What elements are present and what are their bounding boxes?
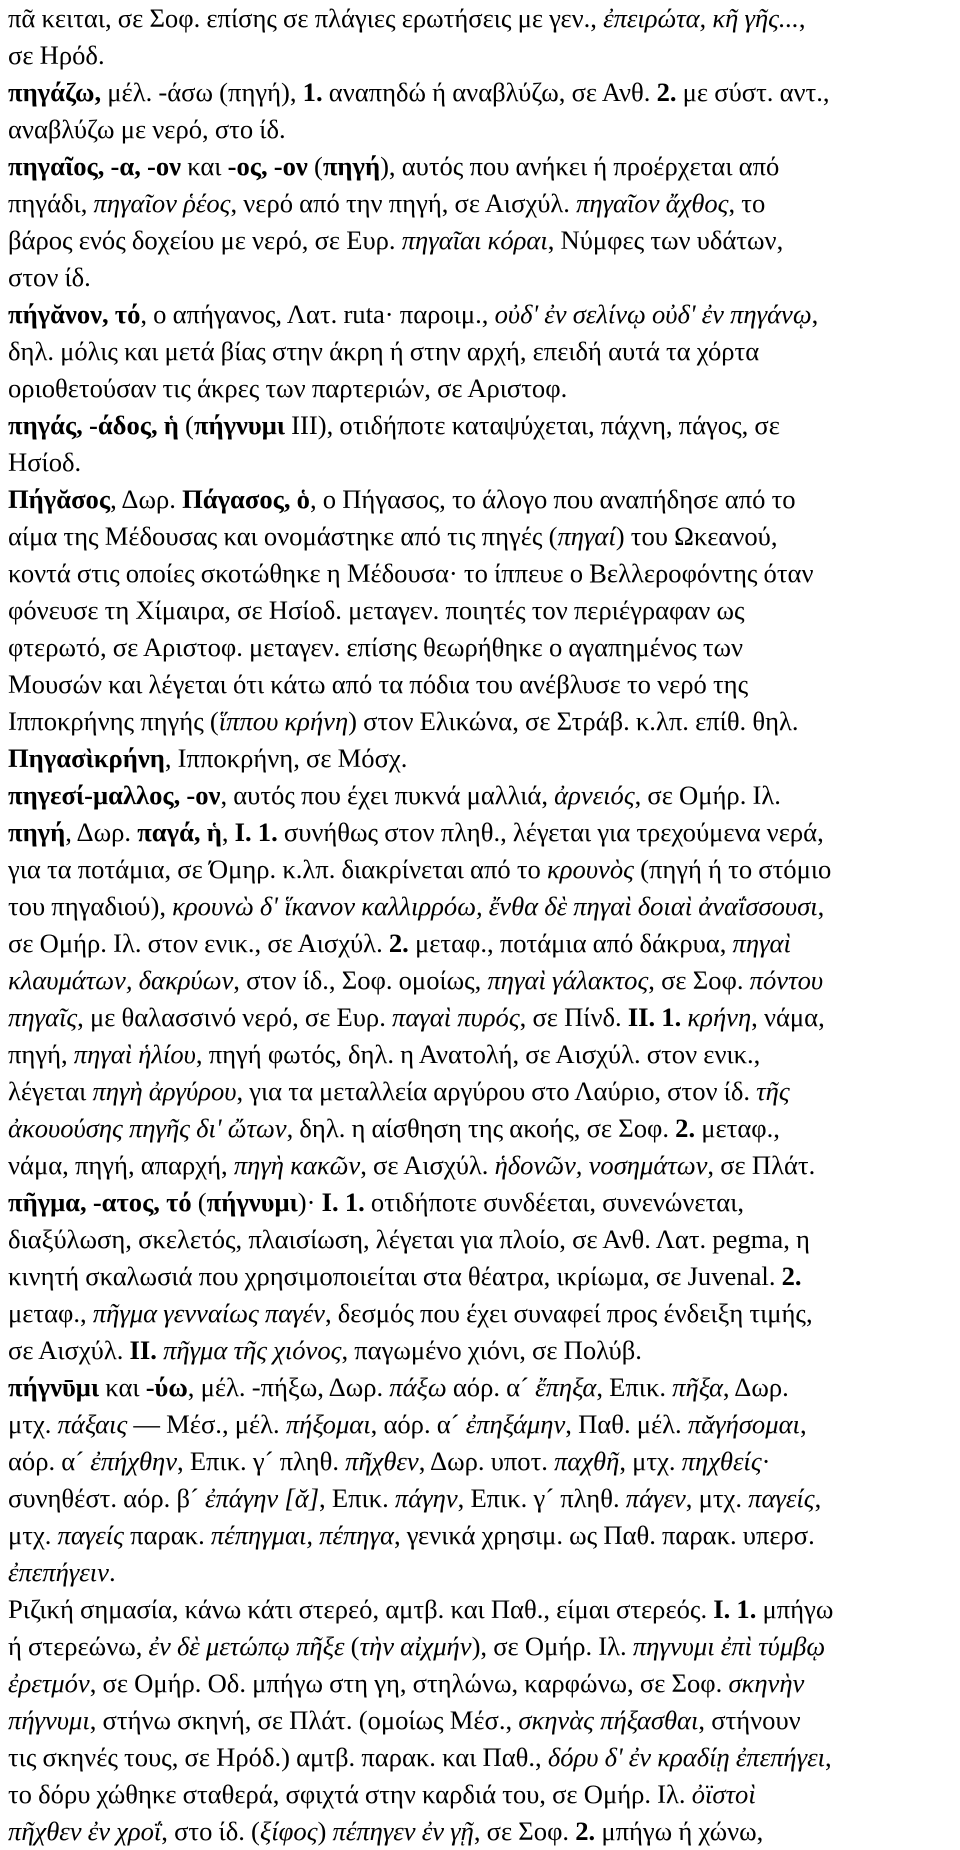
- definition-text: διαξύλωση, σκελετός, πλαισίωση, λέγεται για πλοίο, σε Ανθ. Λατ. pegma, η: [8, 1224, 810, 1254]
- quotation-text: πήγνυμι: [8, 1705, 90, 1735]
- definition-text: το δόρυ χώθηκε σταθερά, σφιχτά στην καρδιά του, σε Ομήρ. Ιλ.: [8, 1779, 692, 1809]
- definition-text: τις σκηνές τους, σε Ηρόδ.) αμτβ. παρακ. και Παθ.,: [8, 1742, 548, 1772]
- text-line: [8, 296, 952, 333]
- definition-text: μπήγω: [756, 1594, 834, 1624]
- definition-text: Ιπποκρήνης πηγής (: [8, 706, 219, 736]
- definition-text: σε Αισχύλ.: [8, 1335, 130, 1365]
- definition-text: , ο απήγανος, Λατ. ruta· παροιμ.,: [140, 299, 495, 329]
- definition-text: πᾶ κειται, σε Σοφ. επίσης σε πλάγιες ερωτήσεις με γεν.,: [8, 3, 604, 33]
- definition-text: δηλ. μόλις και μετά βίας στην άκρη ή στην αρχή, επειδή αυτά τα χόρτα: [8, 336, 760, 366]
- definition-text: ,: [221, 817, 235, 847]
- quotation-text: ὀϊστοὶ: [691, 1779, 756, 1809]
- text-line: [8, 851, 952, 888]
- text-line: [8, 74, 952, 111]
- definition-text: στον ίδ.: [8, 262, 91, 292]
- definition-text: μέλ. -άσω (πηγή),: [101, 77, 303, 107]
- headword-text: Πηγασὶκρήνη: [8, 743, 165, 773]
- definition-text: αναβλύζω με νερό, στο ίδ.: [8, 114, 286, 144]
- quotation-text: πηγαὶ γάλακτος: [487, 965, 649, 995]
- headword-text: πηγάζω,: [8, 77, 102, 107]
- text-line: [8, 1147, 952, 1184]
- definition-text: πηγάδι,: [8, 188, 94, 218]
- quotation-text: πάγεν: [625, 1483, 686, 1513]
- definition-text: νάμα, πηγή, απαρχή,: [8, 1150, 234, 1180]
- definition-text: (: [178, 410, 194, 440]
- headword-text: πηγή: [322, 151, 381, 181]
- definition-text: αόρ. α´: [446, 1372, 536, 1402]
- text-line: [8, 481, 952, 518]
- definition-text: ,: [814, 1483, 822, 1513]
- quotation-text: πήξομαι: [285, 1409, 371, 1439]
- definition-text: , νάμα,: [751, 1002, 825, 1032]
- quotation-text: πηγαῖαι κόραι: [401, 225, 548, 255]
- definition-text: μεταφ., ποτάμια από δάκρυα,: [408, 928, 733, 958]
- definition-text: ) του Ωκεανού,: [615, 521, 778, 551]
- text-line: [8, 1739, 952, 1776]
- definition-text: (: [307, 151, 323, 181]
- quotation-text: πηγαῖς: [8, 1002, 78, 1032]
- text-line: [8, 962, 952, 999]
- text-line: [8, 444, 952, 481]
- headword-text: 1.: [302, 77, 323, 107]
- text-line: [8, 1591, 952, 1628]
- text-line: [8, 814, 952, 851]
- quotation-text: πάγην: [394, 1483, 458, 1513]
- text-line: [8, 1036, 952, 1073]
- headword-text: -ος, -ον: [227, 151, 308, 181]
- text-line: [8, 1554, 952, 1591]
- text-line: [8, 1073, 952, 1110]
- quotation-text: πέπηγμαι, πέπηγα: [210, 1520, 394, 1550]
- definition-text: ,: [799, 1409, 807, 1439]
- definition-text: ,: [817, 891, 825, 921]
- headword-text: 2.: [781, 1261, 802, 1291]
- definition-text: .: [108, 1557, 116, 1587]
- definition-text: , ο Πήγασος, το άλογο που αναπήδησε από το: [309, 484, 796, 514]
- quotation-text: ἡδονῶν, νοσημάτων: [494, 1150, 708, 1180]
- definition-text: , Δωρ.: [110, 484, 183, 514]
- text-line: [8, 111, 952, 148]
- definition-text: , νερό από την πηγή, σε Αισχύλ.: [230, 188, 577, 218]
- text-line: [8, 1517, 952, 1554]
- definition-text: συνήθως στον πληθ., λέγεται για τρεχούμενα νερά,: [277, 817, 824, 847]
- definition-text: , μέλ. -πήξω, Δωρ.: [187, 1372, 390, 1402]
- definition-text: μτχ.: [8, 1409, 58, 1439]
- quotation-text: σκηνὰς πήξασθαι: [518, 1705, 699, 1735]
- definition-text: (πηγή ή το στόμιο: [633, 854, 832, 884]
- definition-text: αναπηδώ ή αναβλύζω, σε Ανθ.: [322, 77, 657, 107]
- definition-text: , παγωμένο χιόνι, σε Πολύβ.: [341, 1335, 642, 1365]
- definition-text: , σε Ομήρ. Ιλ.: [634, 780, 781, 810]
- quotation-text: σκηνὴν: [728, 1668, 805, 1698]
- headword-text: 2.: [675, 1113, 696, 1143]
- definition-text: III), οτιδήποτε καταψύχεται, πάχνη, πάγος, σε: [285, 410, 780, 440]
- quotation-text: πηγὴ ἀργύρου: [92, 1076, 237, 1106]
- quotation-text: κρουνὸς: [547, 854, 634, 884]
- definition-text: , αυτός που έχει πυκνά μαλλιά,: [220, 780, 555, 810]
- text-line: [8, 888, 952, 925]
- text-line: [8, 1776, 952, 1813]
- definition-text: ), αυτός που ανήκει ή προέρχεται από: [380, 151, 780, 181]
- quotation-text: ἵππου κρήνη: [218, 706, 349, 736]
- definition-text: ,: [811, 299, 819, 329]
- text-line: [8, 703, 952, 740]
- definition-text: , με θαλασσινό νερό, σε Ευρ.: [77, 1002, 392, 1032]
- quotation-text: πῆχθεν: [345, 1446, 419, 1476]
- text-line: [8, 1628, 952, 1665]
- definition-text: , Επικ.: [596, 1372, 673, 1402]
- text-line: [8, 1184, 952, 1221]
- text-line: [8, 148, 952, 185]
- definition-text: , σε Σοφ.: [648, 965, 750, 995]
- definition-text: , σε Πίνδ.: [519, 1002, 628, 1032]
- definition-text: μεταφ.,: [8, 1298, 93, 1328]
- definition-text: , Επικ. γ´ πληθ.: [177, 1446, 346, 1476]
- definition-text: — Μέσ., μέλ.: [127, 1409, 286, 1439]
- quotation-text: ἐρετμόν: [8, 1668, 90, 1698]
- definition-text: , μτχ.: [685, 1483, 749, 1513]
- quotation-text: πῆγμα γενναίως παγέν: [92, 1298, 325, 1328]
- headword-text: I. 1.: [234, 817, 278, 847]
- definition-text: , αόρ. α´: [370, 1409, 466, 1439]
- definition-text: (: [191, 1187, 207, 1217]
- text-line: [8, 740, 952, 777]
- text-line: [8, 925, 952, 962]
- definition-text: , Επικ. γ´ πληθ.: [457, 1483, 626, 1513]
- quotation-text: τὴν αἰχμήν: [359, 1631, 472, 1661]
- definition-text: σε Ομήρ. Ιλ. στον ενικ., σε Αισχύλ.: [8, 928, 389, 958]
- definition-text: , στήνω σκηνή, σε Πλάτ. (ομοίως Μέσ.,: [89, 1705, 519, 1735]
- definition-text: , σε Σοφ.: [473, 1816, 576, 1846]
- definition-text: ή στερεώνω,: [8, 1631, 149, 1661]
- definition-text: μεταφ.,: [695, 1113, 780, 1143]
- text-line: [8, 0, 952, 37]
- quotation-text: ἐπήχθην: [90, 1446, 178, 1476]
- definition-text: μπήγω ή χώνω,: [595, 1816, 764, 1846]
- text-line: [8, 222, 952, 259]
- quotation-text: ἀκουούσης πηγῆς δι' ὤτων: [8, 1113, 287, 1143]
- definition-text: , δεσμός που έχει συναφεί προς ένδειξη τιμής,: [324, 1298, 813, 1328]
- quotation-text: ἀρνειός: [554, 780, 635, 810]
- definition-text: λέγεται: [8, 1076, 93, 1106]
- definition-text: , Δωρ.: [722, 1372, 789, 1402]
- text-line: [8, 259, 952, 296]
- quotation-text: πηγαὶ ἡλίου: [73, 1039, 196, 1069]
- text-line: [8, 666, 952, 703]
- text-line: [8, 1406, 952, 1443]
- quotation-text: πηχθείς: [681, 1446, 762, 1476]
- text-line: [8, 1665, 952, 1702]
- text-line: [8, 555, 952, 592]
- headword-text: πῆγμα, -ατος, τό: [8, 1187, 192, 1217]
- text-line: [8, 37, 952, 74]
- headword-text: πήγνῡμι: [8, 1372, 100, 1402]
- definition-text: και: [99, 1372, 146, 1402]
- definition-text: , γενικά χρησιμ. ως Παθ. παρακ. υπερσ.: [393, 1520, 815, 1550]
- quotation-text: παγείς: [748, 1483, 815, 1513]
- text-line: [8, 1443, 952, 1480]
- quotation-text: τῆς: [756, 1076, 790, 1106]
- headword-text: πήγᾰνον, τό: [8, 299, 141, 329]
- text-line: [8, 370, 952, 407]
- definition-text: , Παθ. μέλ.: [565, 1409, 688, 1439]
- quotation-text: κλαυμάτων, δακρύων: [8, 965, 234, 995]
- text-line: [8, 333, 952, 370]
- definition-text: , για τα μεταλλεία αργύρου στο Λαύριο, στον ίδ.: [236, 1076, 757, 1106]
- quotation-text: πῆγμα τῆς χιόνος: [163, 1335, 342, 1365]
- quotation-text: παγείς: [57, 1520, 124, 1550]
- quotation-text: πάξω: [389, 1372, 447, 1402]
- definition-text: Μουσών και λέγεται ότι κάτω από τα πόδια του ανέβλυσε το νερό της: [8, 669, 749, 699]
- text-line: [8, 1110, 952, 1147]
- headword-text: 2.: [656, 77, 677, 107]
- definition-text: για τα ποτάμια, σε Όμηρ. κ.λπ. διακρίνεται από το: [8, 854, 547, 884]
- quotation-text: πόντου: [749, 965, 824, 995]
- text-line: [8, 407, 952, 444]
- headword-text: 2.: [575, 1816, 596, 1846]
- definition-text: ·: [761, 1446, 771, 1476]
- text-line: [8, 592, 952, 629]
- text-line: [8, 518, 952, 555]
- text-line: [8, 1332, 952, 1369]
- definition-text: , στήνουν: [698, 1705, 801, 1735]
- definition-text: ,: [824, 1742, 832, 1772]
- definition-text: πηγή,: [8, 1039, 74, 1069]
- quotation-text: οὐδ' ἐν σελίνῳ οὐδ' ἐν πηγάνῳ: [494, 299, 812, 329]
- definition-text: κινητή σκαλωσιά που χρησιμοποιείται στα θέατρα, ικρίωμα, σε Juvenal.: [8, 1261, 782, 1291]
- headword-text: II.: [129, 1335, 157, 1365]
- headword-text: I. 1.: [321, 1187, 365, 1217]
- text-line: [8, 629, 952, 666]
- headword-text: II. 1.: [627, 1002, 682, 1032]
- headword-text: πηγαῖος, -α, -ον: [8, 151, 182, 181]
- definition-text: , Δωρ.: [65, 817, 138, 847]
- definition-text: Ριζική σημασία, κάνω κάτι στερεό, αμτβ. και Παθ., είμαι στερεός.: [8, 1594, 714, 1624]
- definition-text: , πηγή φωτός, δηλ. η Ανατολή, σε Αισχύλ. στον ενικ.,: [195, 1039, 761, 1069]
- quotation-text: ἐπάγην [ᾰ]: [205, 1483, 320, 1513]
- quotation-text: ἐν δὲ μετώπῳ πῆξε: [148, 1631, 345, 1661]
- headword-text: Πήγᾰσος: [8, 484, 111, 514]
- text-line: [8, 185, 952, 222]
- quotation-text: πῆχθεν ἐν χροΐ: [8, 1816, 162, 1846]
- definition-text: (: [344, 1631, 360, 1661]
- headword-text: -ύω: [145, 1372, 188, 1402]
- definition-text: οτιδήποτε συνδέεται, συνενώνεται,: [364, 1187, 745, 1217]
- text-line: [8, 999, 952, 1036]
- definition-text: βάρος ενός δοχείου με νερό, σε Ευρ.: [8, 225, 402, 255]
- headword-text: πήγνυμι: [193, 410, 286, 440]
- definition-text: , μτχ.: [619, 1446, 682, 1476]
- quotation-text: πηγαῖον ἄχθος: [576, 188, 729, 218]
- quotation-text: ἐπηξάμην: [465, 1409, 566, 1439]
- definition-text: , σε Αισχύλ.: [360, 1150, 495, 1180]
- quotation-text: ἐπεπήγειν: [8, 1557, 109, 1587]
- quotation-text: πηγαί: [557, 521, 616, 551]
- headword-text: πηγεσί-μαλλος, -ον: [8, 780, 221, 810]
- quotation-text: πῆξα: [672, 1372, 723, 1402]
- quotation-text: πέπηγεν ἐν γῇ: [332, 1816, 474, 1846]
- quotation-text: παγαὶ πυρός: [392, 1002, 520, 1032]
- quotation-text: ξίφος: [259, 1816, 318, 1846]
- quotation-text: παχθῆ: [554, 1446, 620, 1476]
- definition-text: ) στον Ελικώνα, σε Στράβ. κ.λπ. επίθ. θηλ.: [348, 706, 799, 736]
- headword-text: I. 1.: [713, 1594, 757, 1624]
- definition-text: , το: [728, 188, 766, 218]
- definition-text: μτχ.: [8, 1520, 58, 1550]
- headword-text: πηγή: [8, 817, 66, 847]
- quotation-text: πηγαῖον ῥέος: [93, 188, 231, 218]
- definition-text: , σε Ομήρ. Οδ. μπήγω στη γη, στηλώνω, καρφώνω, σε Σοφ.: [89, 1668, 729, 1698]
- quotation-text: πηγὴ κακῶν: [233, 1150, 361, 1180]
- definition-text: αόρ. α´: [8, 1446, 91, 1476]
- quotation-text: κρουνὼ δ' ἵκανον καλλιρρόω, ἔνθα δὲ πηγαὶ δοιαὶ ἀναΐσσουσι: [172, 891, 818, 921]
- headword-text: Πάγασος, ὁ: [182, 484, 310, 514]
- definition-text: αίμα της Μέδουσας και ονομάστηκε από τις πηγές (: [8, 521, 558, 551]
- quotation-text: ἔπηξα: [535, 1372, 597, 1402]
- definition-text: )·: [297, 1187, 322, 1217]
- definition-text: συνηθέστ. αόρ. β´: [8, 1483, 205, 1513]
- text-line: [8, 1480, 952, 1517]
- text-line: [8, 1813, 952, 1850]
- definition-text: Ησίοδ.: [8, 447, 82, 477]
- definition-text: , Ιπποκρήνη, σε Μόσχ.: [164, 743, 408, 773]
- headword-text: πηγάς, -άδος, ἡ: [8, 410, 179, 440]
- quotation-text: δόρυ δ' ἐν κραδίῃ ἐπεπήγει: [547, 1742, 825, 1772]
- quotation-text: πηγνυμι ἐπὶ τύμβῳ: [632, 1631, 826, 1661]
- definition-text: κοντά στις οποίες σκοτώθηκε η Μέδουσα· το ίππευε ο Βελλεροφόντης όταν: [8, 558, 814, 588]
- definition-text: σε Ηρόδ.: [8, 40, 105, 70]
- definition-text: ,: [798, 3, 806, 33]
- quotation-text: ἐπειρώτα, κῆ γῆς...: [603, 3, 799, 33]
- text-line: [8, 1369, 952, 1406]
- definition-text: , στο ίδ. (: [161, 1816, 260, 1846]
- definition-text: φόνευσε τη Χίμαιρα, σε Ησίοδ. μεταγεν. ποιητές τον περιέγραφαν ως: [8, 595, 745, 625]
- text-line: [8, 1258, 952, 1295]
- definition-text: , στον ίδ., Σοφ. ομοίως,: [233, 965, 488, 995]
- headword-text: πήγνυμι: [206, 1187, 298, 1217]
- text-line: [8, 1295, 952, 1332]
- definition-text: , Δωρ. υποτ.: [418, 1446, 555, 1476]
- definition-text: οριοθετούσαν τις άκρες των παρτεριών, σε Αριστοφ.: [8, 373, 568, 403]
- quotation-text: πηγαὶ: [732, 928, 791, 958]
- definition-text: , δηλ. η αίσθηση της ακοής, σε Σοφ.: [286, 1113, 676, 1143]
- definition-text: ): [317, 1816, 333, 1846]
- text-line: [8, 777, 952, 814]
- quotation-text: πάξαις: [57, 1409, 128, 1439]
- definition-text: και: [181, 151, 228, 181]
- definition-text: παρακ.: [123, 1520, 211, 1550]
- definition-text: , Επικ.: [319, 1483, 395, 1513]
- definition-text: του πηγαδιού),: [8, 891, 173, 921]
- text-line: [8, 1702, 952, 1739]
- text-line: [8, 1221, 952, 1258]
- quotation-text: κρήνη: [687, 1002, 752, 1032]
- definition-text: με σύστ. αντ.,: [676, 77, 830, 107]
- definition-text: , Νύμφες των υδάτων,: [547, 225, 784, 255]
- definition-text: φτερωτό, σε Αριστοφ. μεταγεν. επίσης θεωρήθηκε ο αγαπημένος των: [8, 632, 744, 662]
- headword-text: 2.: [388, 928, 409, 958]
- definition-text: , σε Πλάτ.: [707, 1150, 816, 1180]
- definition-text: ), σε Ομήρ. Ιλ.: [471, 1631, 633, 1661]
- headword-text: παγά, ἡ: [137, 817, 222, 847]
- quotation-text: πᾰγήσομαι: [687, 1409, 800, 1439]
